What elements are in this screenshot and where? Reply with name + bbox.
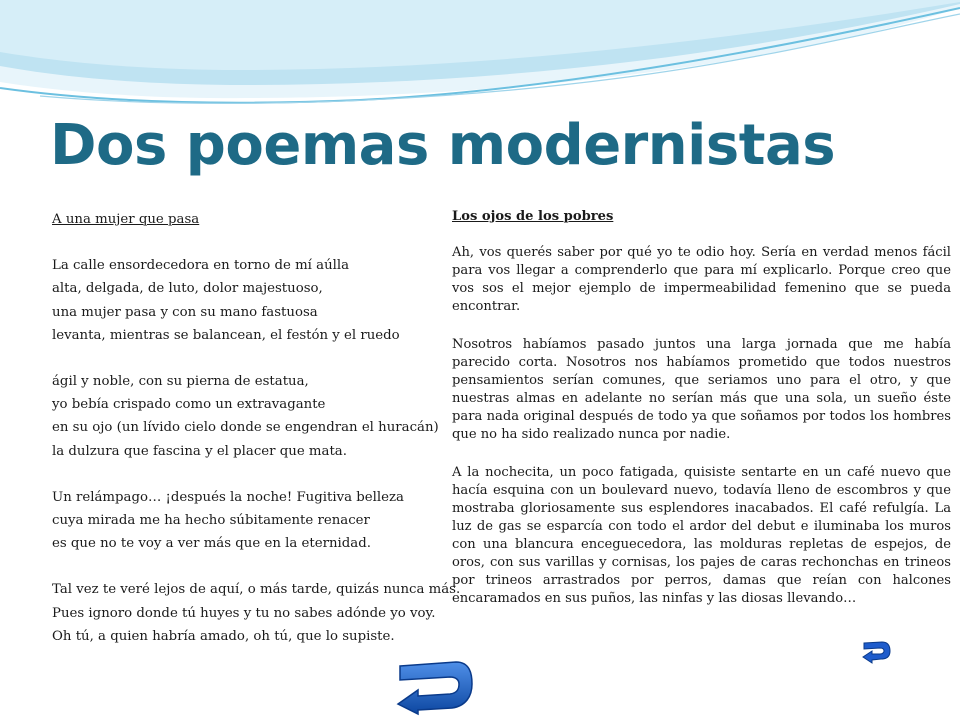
poem-line: ágil y noble, con su pierna de estatua,: [52, 374, 309, 390]
prose-paragraph: A la nochecita, un poco fatigada, quisiste sentarte en un café nuevo que hacía esquina con un boulevard nuevo, todavía lleno de escombros y que mostraba gloriosamente sus esplendores inacabados. El café refulgía. La luz de gas se esparcía con todo el ardor del debut e iluminaba los muros con una blancura enceguecedora, las molduras repletas de espejos, de oros, con sus varillas y cornisas, los pajes de caras rechonchas en trineos por trineos arrastrados por perros, damas que reían con halcones encaramados en sus puños, las ninfas y las diosas llevando…: [452, 465, 951, 606]
right-poem-title: Los ojos de los pobres: [452, 209, 614, 224]
poem-line: Oh tú, a quien habría amado, oh tú, que lo supiste.: [52, 628, 395, 644]
stanza: [52, 486, 447, 556]
poem-line: Pues ignoro donde tú huyes y tu no sabes adónde yo voy.: [52, 605, 436, 621]
poem-line: levanta, mientras se balancean, el festón y el ruedo: [52, 327, 400, 343]
header-wave-decoration: [0, 0, 960, 110]
poem-line: Tal vez te veré lejos de aquí, o más tarde, quizás nunca más.: [52, 582, 461, 598]
poem-line: Un relámpago… ¡después la noche! Fugitiva belleza: [52, 489, 404, 505]
stanza: [52, 578, 461, 648]
left-poem: [52, 208, 461, 671]
page-title: Dos poemas modernistas: [50, 113, 836, 178]
left-poem-title: A una mujer que pasa: [52, 212, 200, 227]
small-return-arrow-icon[interactable]: [862, 640, 892, 664]
poem-line: yo bebía crispado como un extravagante: [52, 397, 326, 413]
poem-line: la dulzura que fascina y el placer que mata.: [52, 443, 347, 459]
stanza: [52, 254, 447, 347]
stanza: [52, 370, 447, 463]
poem-line: en su ojo (un lívido cielo donde se engendran el huracán): [52, 420, 439, 436]
prose-paragraph: Ah, vos querés saber por qué yo te odio hoy. Sería en verdad menos fácil para vos llegar a comprenderlo que para mí explicarlo. Porque creo que vos sos el mejor ejemplo de impermeabilidad femenino que se pueda encontrar.: [452, 245, 951, 314]
poem-line: cuya mirada me ha hecho súbitamente renacer: [52, 513, 370, 529]
poem-line: alta, delgada, de luto, dolor majestuoso,: [52, 281, 323, 297]
poem-line: una mujer pasa y con su mano fastuosa: [52, 304, 318, 320]
return-arrow-icon[interactable]: [396, 660, 474, 716]
poem-line: es que no te voy a ver más que en la eternidad.: [52, 536, 371, 552]
prose-paragraph: Nosotros habíamos pasado juntos una larga jornada que me había parecido corta. Nosotros nos habíamos prometido que todos nuestros pensamientos serían comunes, que seriamos uno para el otro, y que nuestras almas en adelante no serían más que una sola, un sueño éste para nada original después de todo ya que soñamos por todos los hombres que no ha sido realizado nunca por nadie.: [452, 337, 951, 442]
poem-line: La calle ensordecedora en torno de mí aúlla: [52, 258, 350, 274]
right-poem: [452, 208, 951, 628]
